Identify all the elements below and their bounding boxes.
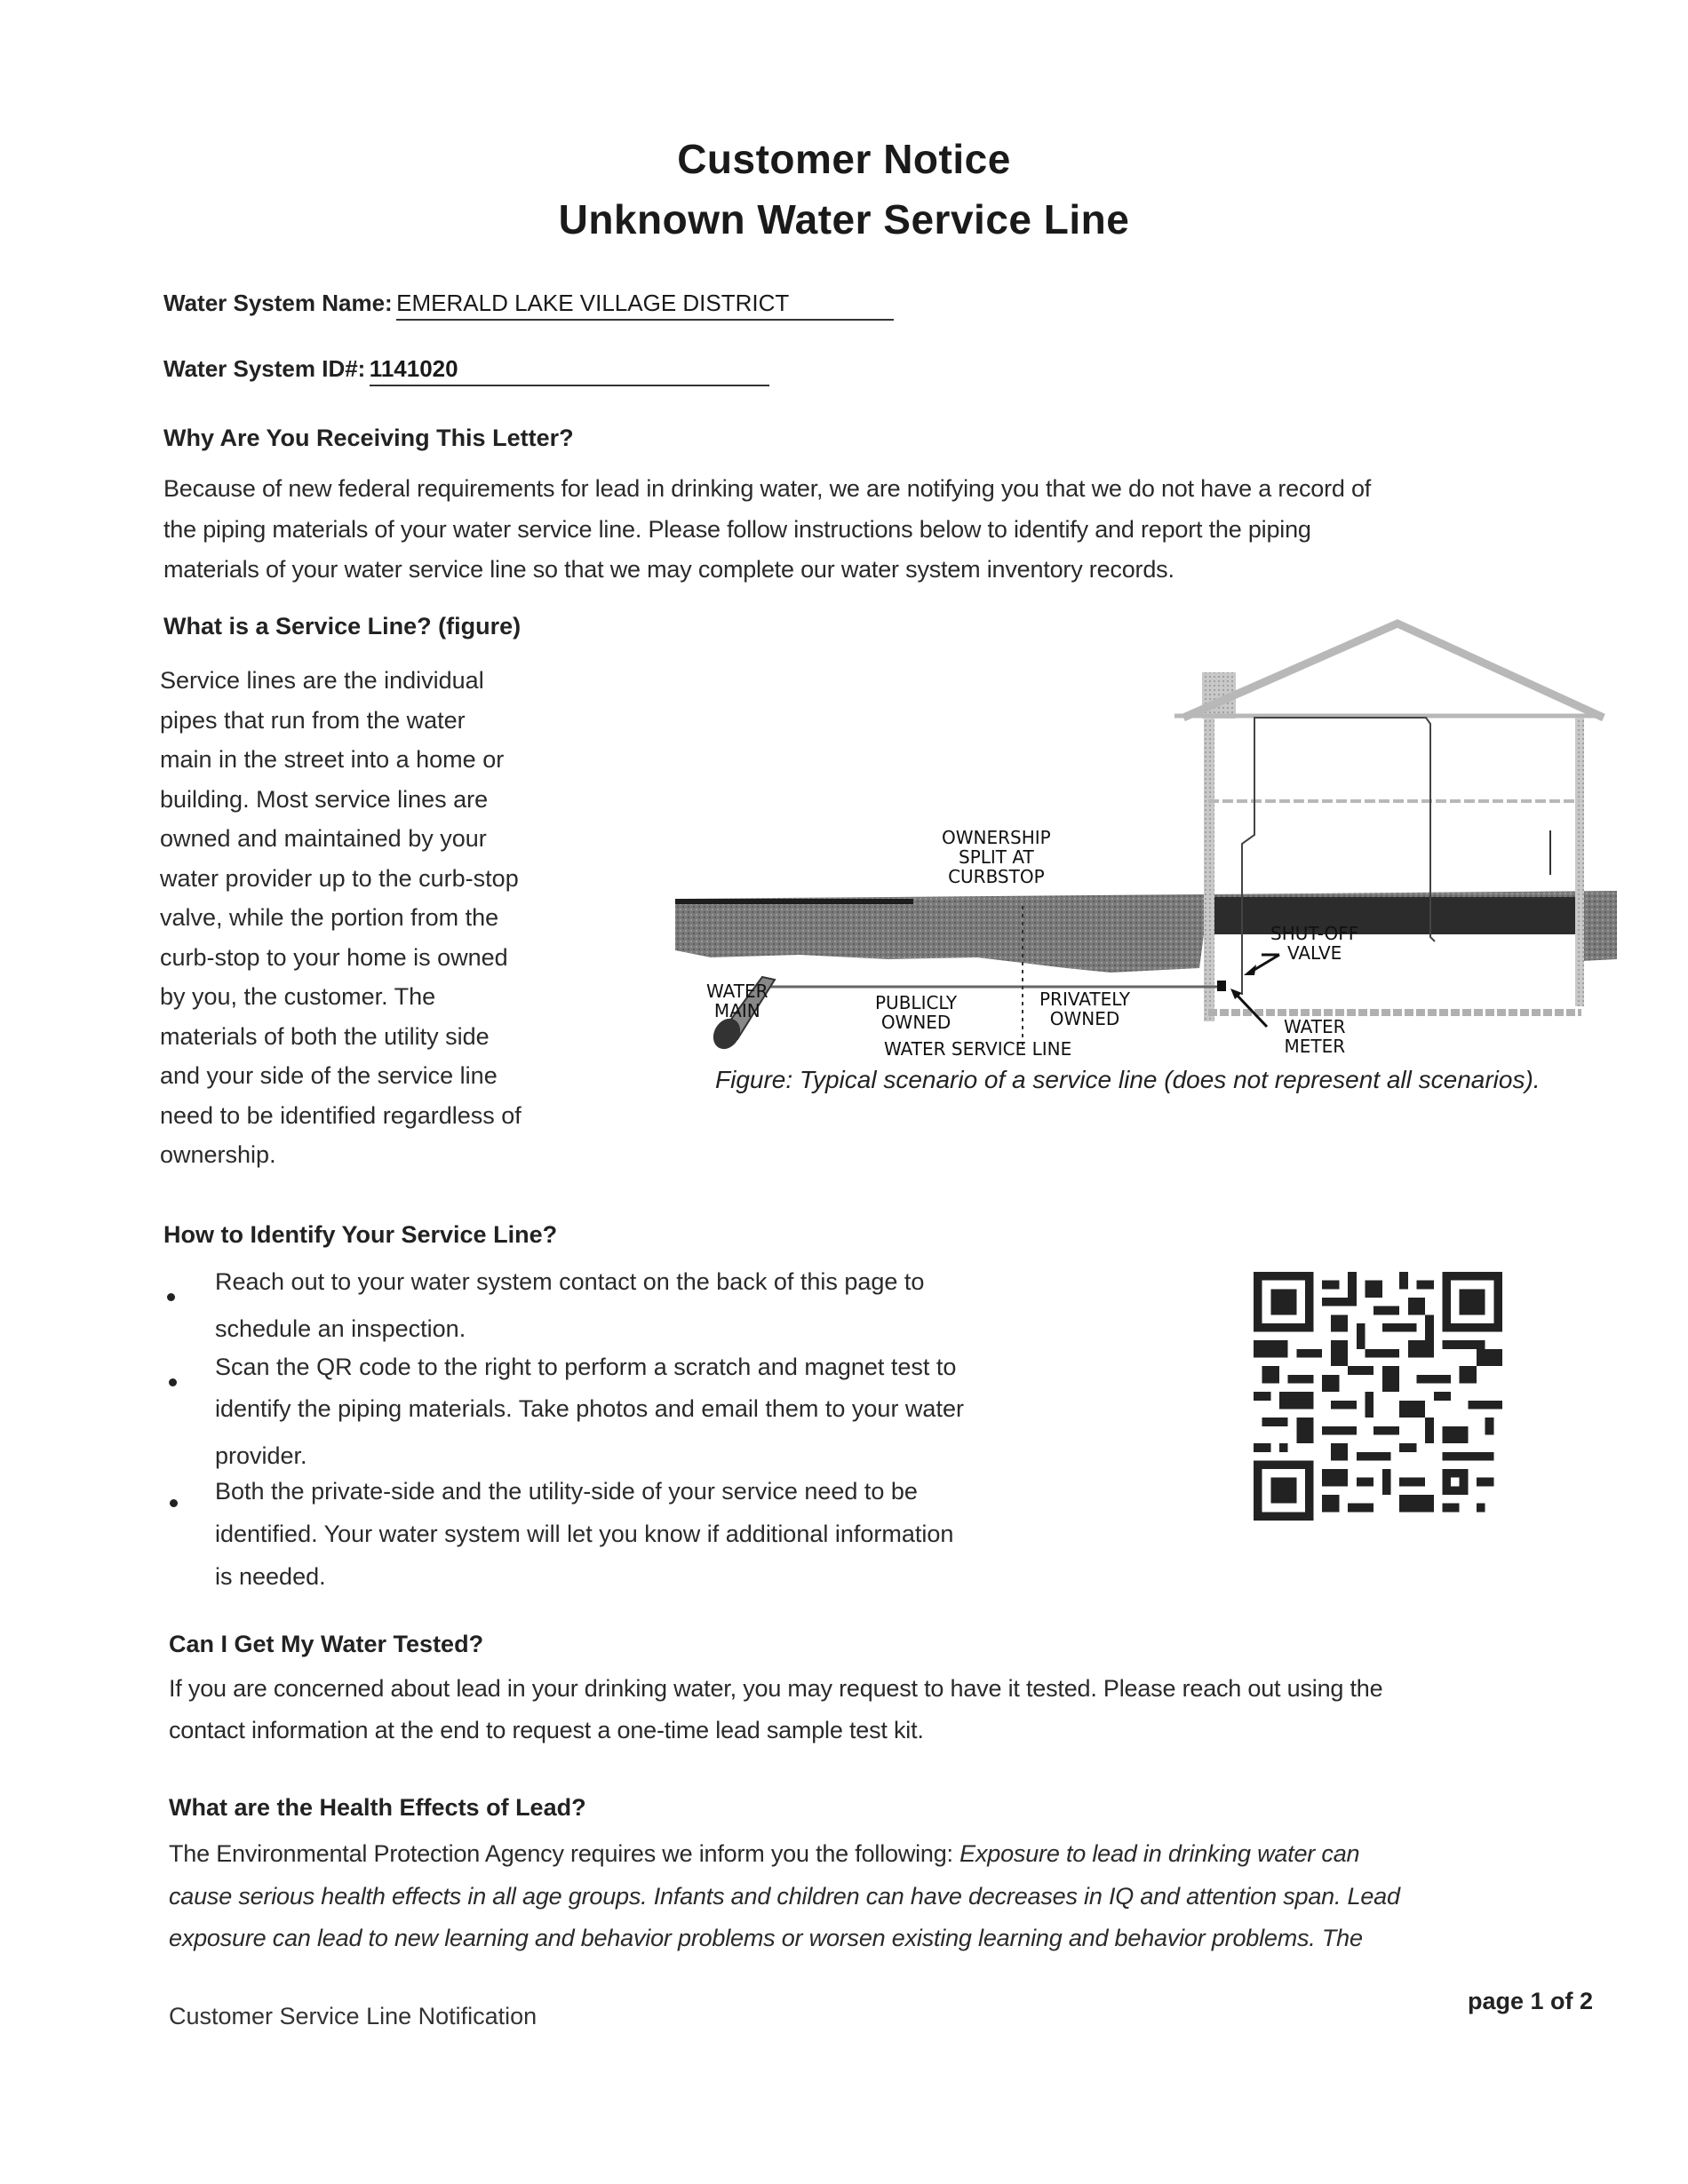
- description-line: water provider up to the curb-stop: [160, 864, 519, 892]
- health-line: [169, 1840, 1359, 1868]
- description-line: curb-stop to your home is owned: [160, 943, 508, 971]
- description-line: building. Most service lines are: [160, 785, 489, 813]
- label-line: OWNED: [880, 1012, 951, 1033]
- description-line: valve, while the portion from the: [160, 904, 499, 931]
- water-main-label: [706, 981, 768, 1021]
- description-line: ownership.: [160, 1141, 276, 1168]
- qr-code-icon[interactable]: [1253, 1272, 1503, 1521]
- water-service-line-label: WATER SERVICE LINE: [884, 1038, 1072, 1060]
- testing-heading: Can I Get My Water Tested?: [169, 1631, 484, 1657]
- identify-bullet-line: Both the private-side and the utility-side of your service need to be: [215, 1478, 918, 1505]
- description-line: Service lines are the individual: [160, 667, 484, 694]
- health-heading: What are the Health Effects of Lead?: [169, 1794, 586, 1821]
- identify-bullet-line: identified. Your water system will let you know if additional information: [215, 1521, 954, 1547]
- why-heading: Why Are You Receiving This Letter?: [163, 425, 574, 451]
- label-line: PRIVATELY: [1039, 989, 1130, 1010]
- service-line-heading: What is a Service Line? (figure): [163, 613, 522, 639]
- shutoff-valve-label: [1270, 924, 1358, 963]
- label-line: PUBLICLY: [875, 992, 958, 1013]
- description-line: need to be identified regardless of: [160, 1101, 522, 1129]
- identify-bullet-line: identify the piping materials. Take photos and email them to your water: [215, 1395, 964, 1422]
- description-line: main in the street into a home or: [160, 746, 505, 773]
- testing-line: If you are concerned about lead in your drinking water, you may request to have it tested. Please reach out using the: [169, 1675, 1383, 1702]
- footer-title: Customer Service Line Notification: [169, 2003, 537, 2029]
- system-id-label: Water System ID#:: [163, 355, 366, 382]
- identify-bullet-line: provider.: [215, 1442, 307, 1469]
- why-line: materials of your water service line so that we may complete our water system inventory records.: [163, 556, 1174, 583]
- description-line: pipes that run from the water: [160, 706, 466, 734]
- bullet-icon: [170, 1499, 178, 1507]
- privately-owned-label: [1039, 989, 1130, 1028]
- label-line: WATER: [706, 981, 768, 1002]
- page-title: Customer Notice: [677, 136, 1011, 182]
- publicly-owned-label: [875, 993, 957, 1032]
- description-line: materials of both the utility side: [160, 1022, 490, 1050]
- system-id-value: 1141020: [370, 355, 769, 386]
- identify-bullet-line: schedule an inspection.: [215, 1315, 466, 1342]
- label-line: MAIN: [713, 1000, 760, 1021]
- figure-caption: Figure: Typical scenario of a service line (does not represent all scenarios).: [715, 1066, 1541, 1093]
- label-line: VALVE: [1286, 942, 1342, 964]
- testing-line: contact information at the end to request a one-time lead sample test kit.: [169, 1717, 924, 1743]
- label-line: SHUT-OFF: [1270, 923, 1359, 944]
- label-line: OWNED: [1049, 1008, 1120, 1029]
- system-name-label: Water System Name:: [163, 290, 393, 316]
- page-subtitle: Unknown Water Service Line: [558, 196, 1130, 242]
- label-line: WATER: [1284, 1016, 1346, 1037]
- identify-bullet-line: is needed.: [215, 1563, 326, 1590]
- description-line: owned and maintained by your: [160, 825, 487, 852]
- health-line: exposure can lead to new learning and behavior problems or worsen existing learning and behavior problems. The: [169, 1925, 1363, 1951]
- description-line: and your side of the service line: [160, 1062, 498, 1089]
- label-line: METER: [1284, 1036, 1346, 1057]
- identify-bullet-line: Scan the QR code to the right to perform a scratch and magnet test to: [215, 1354, 957, 1380]
- label-line: CURBSTOP: [948, 866, 1045, 887]
- why-line: Because of new federal requirements for lead in drinking water, we are notifying you that we do not have a record of: [163, 475, 1372, 502]
- water-meter-label: [1284, 1017, 1346, 1056]
- label-line: SPLIT AT: [959, 846, 1034, 868]
- ownership-split-label: [942, 828, 1051, 886]
- identify-heading: How to Identify Your Service Line?: [163, 1221, 558, 1248]
- health-line: cause serious health effects in all age groups. Infants and children can have decreases in IQ and attention span. Lead: [169, 1883, 1400, 1910]
- health-italic: Exposure to lead in drinking water can: [959, 1840, 1360, 1867]
- why-line: the piping materials of your water service line. Please follow instructions below to identify and report the piping: [163, 516, 1311, 543]
- bullet-icon: [167, 1293, 175, 1301]
- page-number: page 1 of 2: [1468, 1988, 1594, 2014]
- bullet-icon: [169, 1378, 177, 1386]
- identify-bullet-line: Reach out to your water system contact on the back of this page to: [215, 1268, 925, 1295]
- label-line: OWNERSHIP: [942, 827, 1051, 848]
- health-intro: The Environmental Protection Agency requires we inform you the following:: [169, 1840, 960, 1867]
- description-line: by you, the customer. The: [160, 983, 436, 1010]
- system-name-value: EMERALD LAKE VILLAGE DISTRICT: [396, 290, 894, 321]
